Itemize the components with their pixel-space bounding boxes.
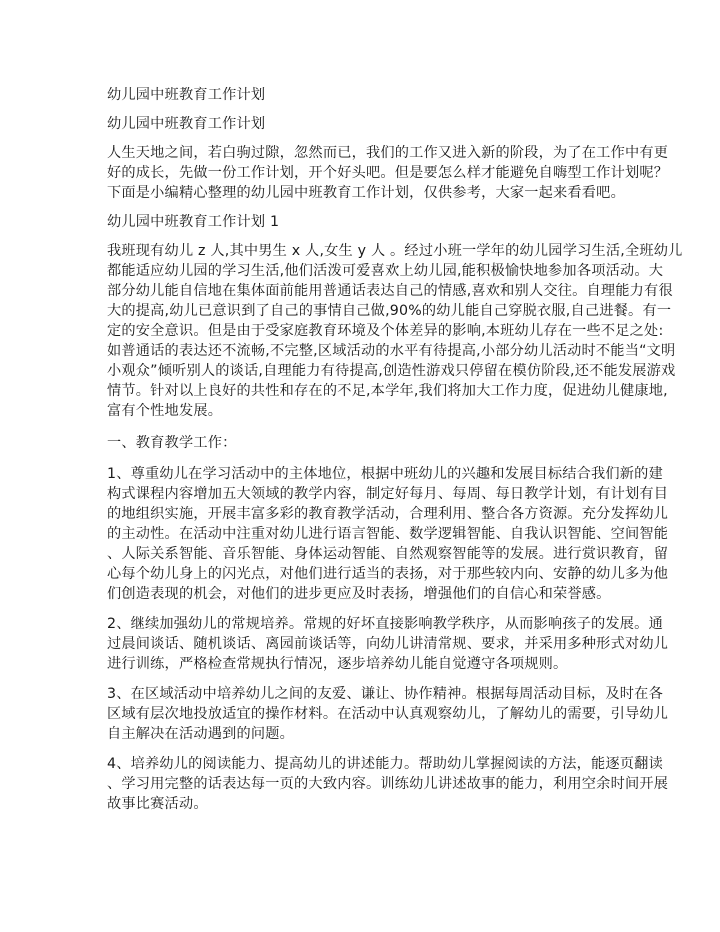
paragraph-line: 4、培养幼儿的阅读能力、提高幼儿的讲述能力。帮助幼儿掌握阅读的方法，能逐页翻读 (107, 756, 663, 772)
paragraph-line: 都能适应幼儿园的学习生活,他们活泼可爱喜欢上幼儿园,能积极愉快地参加各项活动。大 (107, 263, 664, 279)
paragraph-line: 心每个幼儿身上的闪光点，对他们进行适当的表扬，对于那些较内向、安静的幼儿多为他 (107, 566, 669, 582)
paragraph-line: 过晨间谈话、随机谈话、离园前谈话等，向幼儿讲清常规、要求，并采用多种形式对幼儿 (107, 636, 669, 652)
paragraph-line: 部分幼儿能自信地在集体面前能用普通话表达自己的情感,喜欢和别人交往。自理能力有很 (107, 283, 673, 299)
list-item-paragraph (107, 684, 669, 744)
paragraph-line: 我班现有幼儿 z 人,其中男生 x 人,女生 y 人 。经过小班一学年的幼儿园学习生活,全班幼儿 (107, 243, 683, 259)
paragraph-line: 的主动性。在活动中注重对幼儿进行语言智能、数学逻辑智能、自我认识智能、空间智能 (107, 526, 669, 542)
paragraph-line: 人生天地之间，若白驹过隙，忽然而已，我们的工作又进入新的阶段，为了在工作中有更 (107, 145, 669, 161)
paragraph-line: 小观众”倾听别人的谈话,自理能力有待提高,创造性游戏只停留在模仿阶段,还不能发展游戏 (107, 363, 676, 379)
paragraph-line: 富有个性地发展。 (107, 403, 223, 419)
paragraph-line: 如普通话的表达还不流畅,不完整,区域活动的水平有待提高,小部分幼儿活动时不能当“文明 (107, 343, 676, 359)
document-subtitle (107, 114, 622, 134)
paragraph-line: 们创造表现的机会，对他们的进步更应及时表扬，增强他们的自信心和荣誉感。 (107, 586, 611, 602)
overview-paragraph (107, 241, 683, 421)
paragraph-line: 、学习用完整的话表达每一页的大致内容。训练幼儿讲述故事的能力，利用空余时间开展 (107, 776, 669, 792)
paragraph-line: 情节。针对以上良好的共性和存在的不足,本学年,我们将加大工作力度，促进幼儿健康地, (107, 383, 668, 399)
plan-heading-text: 幼儿园中班教育工作计划 1 (107, 214, 280, 230)
paragraph-line: 故事比赛活动。 (107, 796, 208, 812)
paragraph-line: 下面是小编精心整理的幼儿园中班教育工作计划，仅供参考，大家一起来看看吧。 (107, 185, 625, 201)
paragraph-line: 进行训练，严格检查常规执行情况，逐步培养幼儿能自觉遵守各项规则。 (107, 656, 568, 672)
subtitle-text: 幼儿园中班教育工作计划 (107, 116, 266, 132)
paragraph-line: 定的安全意识。但是由于受家庭教育环境及个体差异的影响,本班幼儿存在一些不足之处: (107, 323, 664, 339)
title-text: 幼儿园中班教育工作计划 (107, 87, 266, 103)
plan-heading (107, 212, 622, 232)
document-page (107, 85, 683, 824)
section-heading-text: 一、教育教学工作： (107, 435, 237, 451)
paragraph-line: 的地组织实施，开展丰富多彩的教育教学活动，合理利用、整合各方资源。充分发挥幼儿 (107, 506, 669, 522)
paragraph-line: 区域有层次地投放适宜的操作材料。在活动中认真观察幼儿，了解幼儿的需要，引导幼儿 (107, 706, 669, 722)
paragraph-line: 自主解决在活动遇到的问题。 (107, 726, 295, 742)
document-title (107, 85, 622, 105)
paragraph-line: 好的成长，先做一份工作计划，开个好头吧。但是要怎么样才能避免自嗨型工作计划呢？ (107, 165, 669, 181)
list-item-paragraph (107, 614, 669, 674)
section-heading (107, 433, 622, 453)
paragraph-line: 构式课程内容增加五大领域的教学内容，制定好每月、每周、每日教学计划，有计划有目 (107, 486, 669, 502)
paragraph-line: 大的提高,幼儿已意识到了自己的事情自己做,90%的幼儿能自己穿脱衣服,自己进餐。有一 (107, 303, 672, 319)
paragraph-line: 3、在区域活动中培养幼儿之间的友爱、谦让、协作精神。根据每周活动目标，及时在各 (107, 686, 663, 702)
paragraph-line: 1、尊重幼儿在学习活动中的主体地位，根据中班幼儿的兴趣和发展目标结合我们新的建 (107, 466, 663, 482)
list-item-paragraph (107, 754, 669, 814)
list-item-paragraph (107, 464, 669, 604)
paragraph-line: 2、继续加强幼儿的常规培养。常规的好坏直接影响教学秩序，从而影响孩子的发展。通 (107, 616, 663, 632)
intro-paragraph (107, 143, 669, 203)
paragraph-line: 、人际关系智能、音乐智能、身体运动智能、自然观察智能等的发展。进行赏识教育，留 (107, 546, 669, 562)
